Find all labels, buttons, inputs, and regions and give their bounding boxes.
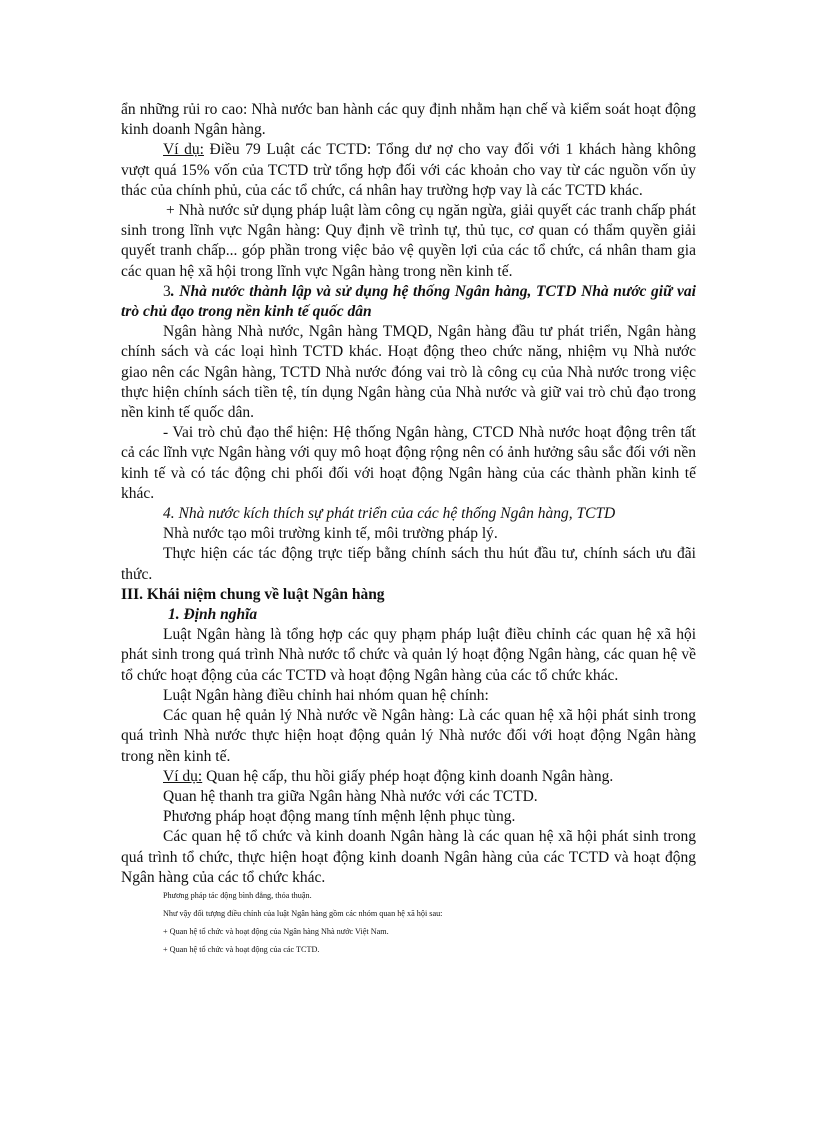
- small-paragraph: Phương pháp tác động bình đẳng, thỏa thuận.: [163, 890, 312, 900]
- paragraph: + Nhà nước sử dụng pháp luật làm công cụ ngăn ngừa, giải quyết các tranh chấp phát sinh trong lĩnh vực Ngân hàng: Quy định về trình tự, thủ tục, cơ quan có thẩm quyền giải quyết tranh chấp... góp phần trong việc bảo vệ quyền lợi của các tổ chức, cá nhân tham gia các quan hệ xã hội trong lĩnh vực Ngân hàng trong nền kinh tế.: [121, 202, 696, 280]
- example-label: Ví dụ:: [163, 141, 204, 159]
- paragraph: Các quan hệ tổ chức và kinh doanh Ngân hàng là các quan hệ xã hội phát sinh trong quá trình tổ chức, thực hiện hoạt động kinh doanh Ngân hàng của các TCTD và hoạt động Ngân hàng của các tổ chức khác.: [121, 828, 696, 886]
- paragraph: Ngân hàng Nhà nước, Ngân hàng TMQD, Ngân hàng đầu tư phát triển, Ngân hàng chính sách và các loại hình TCTD khác. Hoạt động theo chức năng, nhiệm vụ Nhà nước giao nên các Ngân hàng, TCTD Nhà nước đóng vai trò là công cụ của Nhà nước trong việc thực hiện chính sách tiền tệ, tín dụng Ngân hàng của Nhà nước và giữ vai trò chủ đạo trong nền kinh tế quốc dân.: [121, 323, 696, 422]
- heading-number: 3: [163, 282, 171, 300]
- paragraph: Luật Ngân hàng là tổng hợp các quy phạm pháp luật điều chỉnh các quan hệ xã hội phát sinh trong quá trình Nhà nước tổ chức và quản lý hoạt động Ngân hàng, các quan hệ về tổ chức hoạt động của các TCTD và hoạt động Ngân hàng của các tổ chức khác.: [121, 626, 696, 684]
- small-print-block: [121, 891, 696, 955]
- paragraph: Quan hệ thanh tra giữa Ngân hàng Nhà nước với các TCTD.: [163, 787, 538, 805]
- paragraph: ẩn những rủi ro cao: Nhà nước ban hành các quy định nhằm hạn chế và kiểm soát hoạt động kinh doanh Ngân hàng.: [121, 101, 696, 139]
- section-heading-3: [121, 282, 696, 322]
- example-paragraph: [121, 767, 696, 787]
- definition-heading: 1. Định nghĩa: [168, 606, 258, 624]
- chapter-heading: III. Khái niệm chung về luật Ngân hàng: [121, 585, 385, 603]
- paragraph: Thực hiện các tác động trực tiếp bằng chính sách thu hút đầu tư, chính sách ưu đãi thức.: [121, 545, 696, 583]
- paragraph: Nhà nước tạo môi trường kinh tế, môi trường pháp lý.: [163, 525, 498, 543]
- small-paragraph: + Quan hệ tổ chức và hoạt động của Ngân hàng Nhà nước Việt Nam.: [163, 926, 389, 936]
- small-paragraph: + Quan hệ tổ chức và hoạt động của các TCTD.: [163, 944, 320, 954]
- example-text: Quan hệ cấp, thu hồi giấy phép hoạt động kinh doanh Ngân hàng.: [202, 767, 614, 785]
- paragraph: Các quan hệ quản lý Nhà nước về Ngân hàng: Là các quan hệ xã hội phát sinh trong quá trình Nhà nước thực hiện hoạt động quản lý Nhà nước đối với hoạt động Ngân hàng trong nền kinh tế.: [121, 707, 696, 765]
- example-paragraph: [121, 140, 696, 201]
- heading-text: . Nhà nước thành lập và sử dụng hệ thống Ngân hàng, TCTD Nhà nước giữ vai trò chủ đạo trong nền kinh tế quốc dân: [121, 282, 696, 321]
- example-text: Điều 79 Luật các TCTD: Tổng dư nợ cho vay đối với 1 khách hàng không vượt quá 15% vốn của TCTD trừ tổng hợp đối với các khoản cho vay từ các nguồn vốn ủy thác của chính phủ, của các tổ chức, cá nhân hay trường hợp vay là các TCTD khác.: [121, 141, 696, 199]
- small-paragraph: Như vậy đối tượng điều chỉnh của luật Ngân hàng gồm các nhóm quan hệ xã hội sau:: [163, 908, 443, 918]
- paragraph: - Vai trò chủ đạo thể hiện: Hệ thống Ngân hàng, CTCD Nhà nước hoạt động trên tất cả các lĩnh vực Ngân hàng với quy mô hoạt động rộng nên có ảnh hưởng sâu sắc đối với nền kinh tế và có tác động chi phối đối với hoạt động Ngân hàng của các thành phần kinh tế khác.: [121, 424, 696, 502]
- example-label: Ví dụ:: [163, 767, 203, 785]
- paragraph: Luật Ngân hàng điều chỉnh hai nhóm quan hệ chính:: [163, 686, 489, 704]
- section-heading-4: 4. Nhà nước kích thích sự phát triển của các hệ thống Ngân hàng, TCTD: [163, 505, 616, 523]
- paragraph: Phương pháp hoạt động mang tính mệnh lệnh phục tùng.: [163, 808, 516, 826]
